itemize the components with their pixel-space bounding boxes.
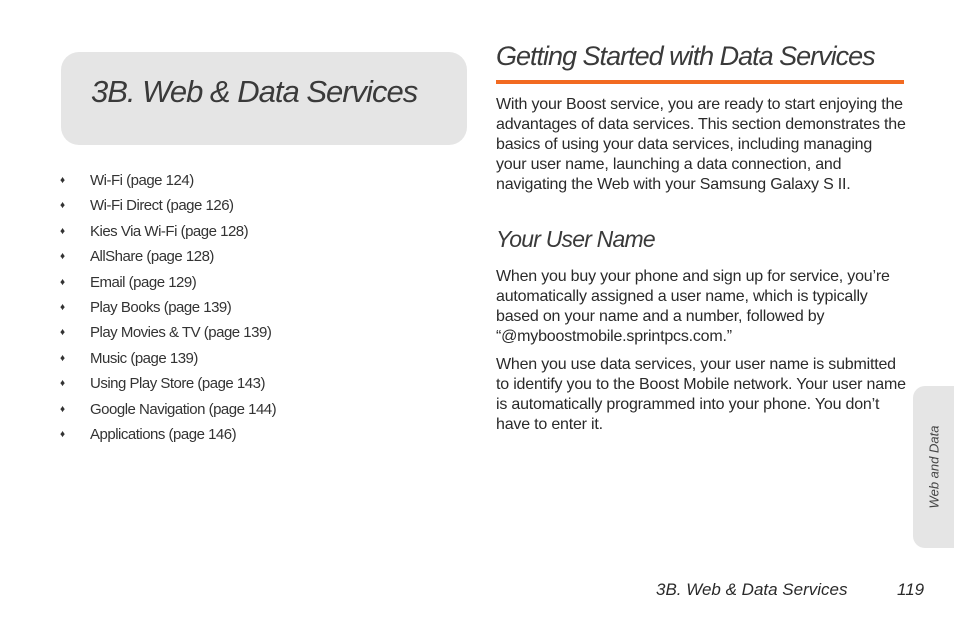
- toc-item[interactable]: [60, 346, 276, 371]
- toc-item-label: Play Movies & TV (page 139): [90, 324, 272, 342]
- toc-item[interactable]: [60, 295, 276, 320]
- subsection-title: Your User Name: [496, 226, 655, 252]
- toc-item-label: Applications (page 146): [90, 425, 237, 443]
- section-title: Getting Started with Data Services: [496, 41, 875, 71]
- section-intro-paragraph: With your Boost service, you are ready to start enjoying the advantages of data services. This section demonstrates the basics of using your data services, including managing your user name, launching a data connection, and navigating the Web with your Samsung Galaxy S II.: [496, 96, 906, 193]
- diamond-bullet-icon: ♦: [60, 200, 65, 212]
- diamond-bullet-icon: ♦: [60, 352, 65, 364]
- user-name-paragraph-1: When you buy your phone and sign up for service, you’re automatically assigned a user name, which is typically based on your name and a number, followed by “@myboostmobile.sprintpcs.com.”: [496, 268, 890, 345]
- side-section-tab[interactable]: [913, 386, 954, 548]
- toc-item-label: Music (page 139): [90, 349, 198, 367]
- chapter-header-box: [61, 52, 467, 145]
- toc-item-label: Using Play Store (page 143): [90, 375, 265, 393]
- toc-item-label: Play Books (page 139): [90, 298, 232, 316]
- diamond-bullet-icon: ♦: [60, 251, 65, 263]
- toc-item-label: Wi-Fi (page 124): [90, 172, 194, 189]
- section-title-rule: [496, 80, 904, 84]
- diamond-bullet-icon: ♦: [60, 428, 65, 440]
- toc-item[interactable]: [60, 168, 276, 193]
- diamond-bullet-icon: ♦: [60, 403, 65, 415]
- toc-item[interactable]: [60, 270, 276, 295]
- footer-section-name: 3B. Web & Data Services: [656, 580, 848, 599]
- side-tab-label: Web and Data: [926, 425, 941, 509]
- chapter-title: 3B. Web & Data Services: [91, 74, 418, 109]
- toc-item[interactable]: [60, 397, 276, 422]
- diamond-bullet-icon: ♦: [60, 327, 65, 339]
- toc-item-label: Wi-Fi Direct (page 126): [90, 197, 234, 215]
- footer-page-number: 119: [897, 580, 925, 599]
- toc-item[interactable]: [60, 193, 276, 218]
- toc-item[interactable]: [60, 244, 276, 269]
- toc-item[interactable]: [60, 219, 276, 244]
- toc-item-label: AllShare (page 128): [90, 248, 214, 266]
- diamond-bullet-icon: ♦: [60, 225, 65, 237]
- diamond-bullet-icon: ♦: [60, 276, 65, 288]
- toc-item-label: Email (page 129): [90, 273, 197, 291]
- chapter-toc-list: [60, 168, 276, 447]
- diamond-bullet-icon: ♦: [60, 378, 65, 390]
- diamond-bullet-icon: ♦: [60, 301, 65, 313]
- toc-item-label: Google Navigation (page 144): [90, 400, 277, 418]
- toc-item[interactable]: [60, 371, 276, 396]
- user-name-paragraph-2: When you use data services, your user name is submitted to identify you to the Boost Mobile network. Your user name is automatically programmed into your phone. You don’t have to enter it.: [496, 356, 906, 433]
- toc-item-label: Kies Via Wi-Fi (page 128): [90, 222, 249, 240]
- toc-item[interactable]: [60, 422, 276, 447]
- toc-item[interactable]: [60, 320, 276, 345]
- diamond-bullet-icon: ♦: [60, 175, 65, 186]
